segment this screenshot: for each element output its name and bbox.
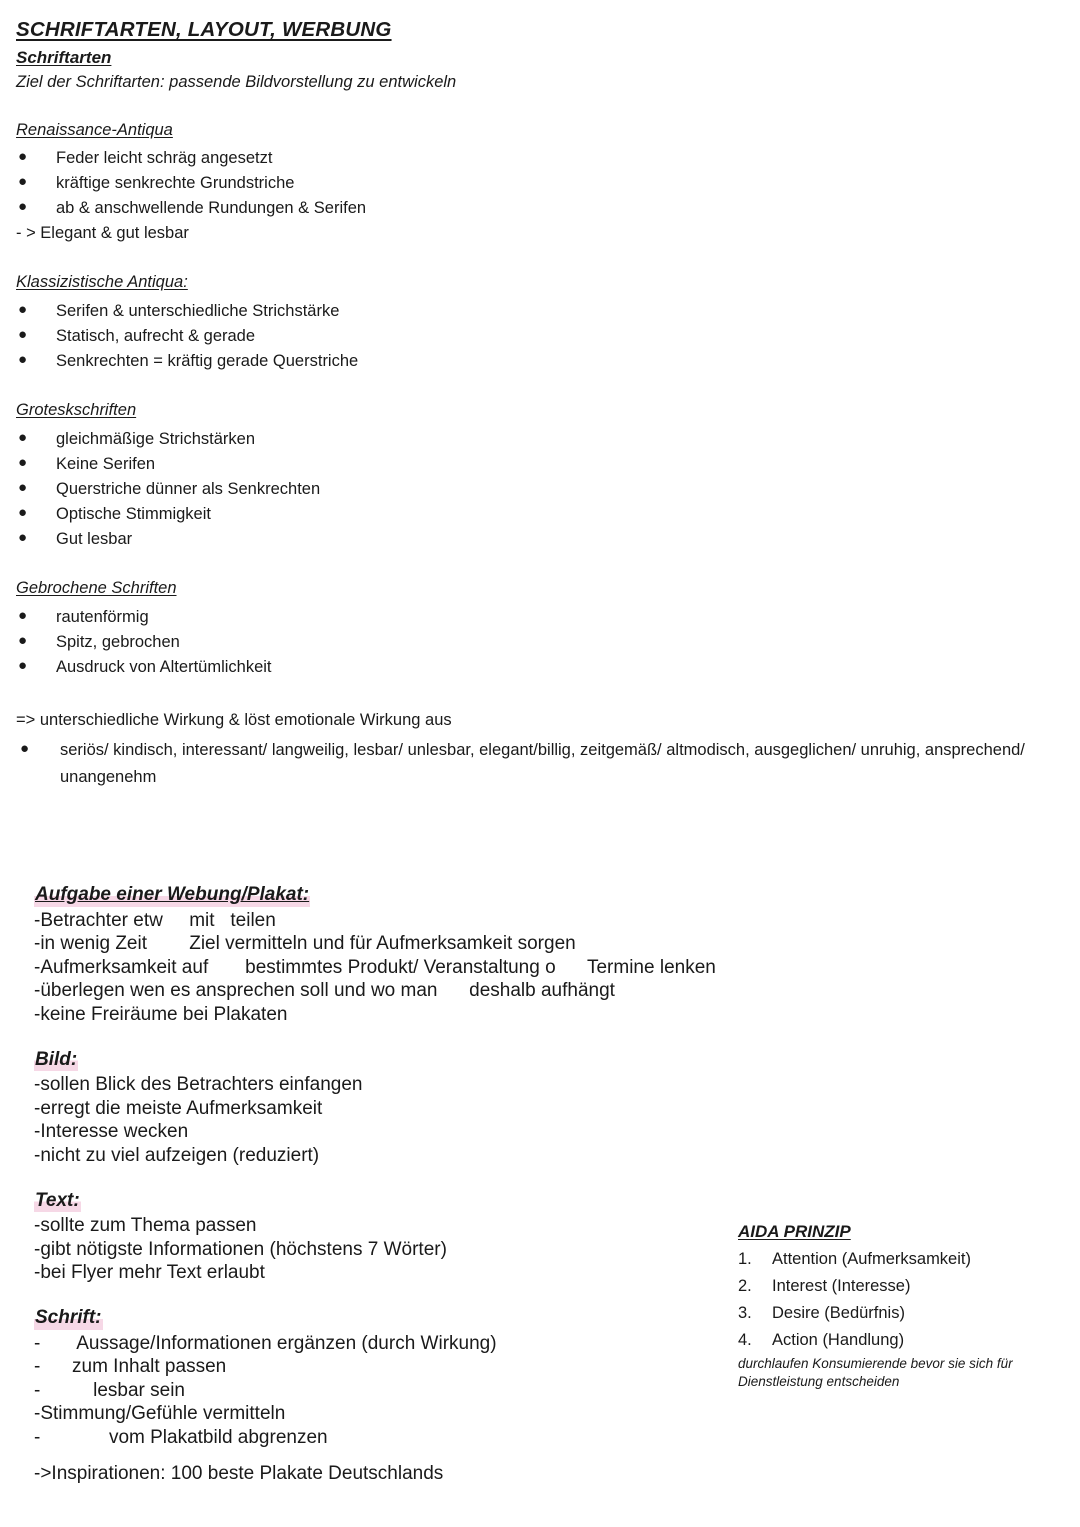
poster-text-line: -gibt nötigste Informationen (höchstens 7 Wörter) (34, 1238, 447, 1260)
list-item (16, 146, 1026, 171)
poster-task-line: -keine Freiräume bei Plakaten (34, 1003, 288, 1025)
list-item-label: Senkrechten = kräftig gerade Querstriche (56, 352, 359, 371)
poster-task-heading: Aufgabe einer Webung/Plakat: (35, 884, 310, 905)
list-item (16, 502, 1026, 527)
poster-schrift-line: - lesbar sein (34, 1379, 185, 1401)
list-item-label: Statisch, aufrecht & gerade (56, 327, 256, 346)
poster-text-line: -sollte zum Thema passen (34, 1215, 257, 1237)
list-item (16, 630, 1026, 655)
list-item (16, 477, 1026, 502)
poster-bild-line: -sollen Blick des Betrachters einfangen (34, 1074, 363, 1096)
bullet-icon: ● (18, 479, 28, 497)
poster-bild-line: -Interesse wecken (34, 1121, 189, 1143)
list-item-label: Querstriche dünner als Senkrechten (56, 480, 321, 499)
poster-task-subsection (34, 884, 734, 1027)
aida-prinzip-section (738, 1222, 1038, 1392)
list-item (16, 324, 1026, 349)
list-item-number: 4. (738, 1330, 752, 1349)
list-item-number: 1. (738, 1250, 752, 1269)
wirkung-summary (16, 708, 1026, 790)
list-item-label: Optische Stimmigkeit (56, 505, 211, 524)
poster-text-line: -bei Flyer mehr Text erlaubt (34, 1262, 265, 1284)
typeface-bullet-list (16, 146, 1026, 221)
list-item (16, 527, 1026, 552)
list-item (16, 299, 1026, 324)
list-item (16, 427, 1026, 452)
list-item-label: Gut lesbar (56, 530, 133, 549)
typeface-group-klassizistische-antiqua (16, 272, 1026, 374)
typeface-group-groteskschriften (16, 400, 1026, 552)
poster-schrift-line: - zum Inhalt passen (34, 1356, 227, 1378)
bullet-icon: ● (20, 739, 30, 757)
list-item (738, 1300, 1038, 1327)
list-item (16, 196, 1026, 221)
list-item-label: ab & anschwellende Rundungen & Serifen (56, 199, 367, 218)
list-item-label: kräftige senkrechte Grundstriche (56, 174, 295, 193)
list-item-label: Ausdruck von Altertümlichkeit (56, 658, 272, 677)
inspiration-line: ->Inspirationen: 100 beste Plakate Deutschlands (34, 1463, 444, 1484)
werbung-plakat-section (34, 884, 734, 1449)
bullet-icon: ● (18, 351, 28, 369)
typeface-bullet-list (16, 299, 1026, 374)
list-item-label: Attention (Aufmerksamkeit) (772, 1250, 971, 1269)
list-item-label: Serifen & unterschiedliche Strichstärke (56, 302, 340, 321)
bullet-icon: ● (18, 657, 28, 675)
list-item (16, 737, 1026, 790)
list-item (16, 605, 1026, 630)
bullet-icon: ● (18, 504, 28, 522)
aida-title: AIDA PRINZIP (738, 1222, 851, 1241)
list-item (16, 171, 1026, 196)
bullet-icon: ● (18, 198, 28, 216)
poster-task-line: -in wenig Zeit Ziel vermitteln und für Aufmerksamkeit sorgen (34, 933, 576, 955)
poster-text-subsection (34, 1190, 734, 1285)
bullet-icon: ● (18, 529, 28, 547)
wirkung-lead: => unterschiedliche Wirkung & löst emotionale Wirkung aus (16, 711, 452, 730)
bullet-icon: ● (18, 632, 28, 650)
list-item (16, 655, 1026, 680)
bullet-icon: ● (18, 148, 28, 166)
bullet-icon: ● (18, 428, 28, 446)
typeface-group-conclusion: - > Elegant & gut lesbar (16, 224, 189, 243)
typeface-group-heading: Groteskschriften (16, 401, 137, 420)
list-item-label: Feder leicht schräg angesetzt (56, 149, 273, 168)
list-item-number: 2. (738, 1277, 752, 1296)
list-item (738, 1246, 1038, 1273)
bullet-icon: ● (18, 606, 28, 624)
poster-schrift-line: - vom Plakatbild abgrenzen (34, 1426, 328, 1448)
poster-bild-heading: Bild: (35, 1048, 78, 1070)
bullet-icon: ● (18, 454, 28, 472)
list-item (16, 452, 1026, 477)
list-item (16, 349, 1026, 374)
poster-schrift-heading: Schrift: (35, 1306, 102, 1328)
list-item-label: Keine Serifen (56, 455, 156, 474)
list-item-number: 3. (738, 1303, 752, 1322)
list-item-label: seriös/ kindisch, interessant/ langweilig, lesbar/ unlesbar, elegant/billig, zeitgemäß/ altmodisch, ausgeglichen/ unruhig, ansprechend/ unangenehm (60, 740, 1025, 786)
poster-text-heading: Text: (35, 1189, 80, 1211)
list-item-label: Action (Handlung) (772, 1330, 905, 1349)
poster-task-line: -Aufmerksamkeit auf bestimmtes Produkt/ Veranstaltung o Termine lenken (34, 956, 716, 978)
typeface-group-renaissance-antiqua (16, 120, 1026, 247)
typeface-group-heading: Renaissance-Antiqua (16, 120, 173, 139)
poster-task-line: -Betrachter etw mit teilen (34, 909, 276, 931)
list-item-label: gleichmäßige Strichstärken (56, 429, 255, 448)
list-item-label: Spitz, gebrochen (56, 633, 180, 652)
poster-schrift-line: - Aussage/Informationen ergänzen (durch Wirkung) (34, 1332, 497, 1354)
poster-bild-line: -erregt die meiste Aufmerksamkeit (34, 1097, 323, 1119)
poster-bild-line: -nicht zu viel aufzeigen (reduziert) (34, 1144, 320, 1166)
typeface-bullet-list (16, 427, 1026, 552)
list-item-label: Desire (Bedürfnis) (772, 1303, 905, 1322)
page-title: SCHRIFTARTEN, LAYOUT, WERBUNG (16, 18, 392, 41)
schriftarten-notes-section (16, 18, 1026, 790)
aida-list (738, 1246, 1038, 1353)
poster-schrift-subsection (34, 1307, 734, 1450)
typeface-group-heading: Klassizistische Antiqua: (16, 273, 188, 292)
poster-bild-subsection (34, 1049, 734, 1168)
section-subtitle: Schriftarten (16, 47, 112, 67)
list-item-label: rautenförmig (56, 607, 149, 626)
aida-footnote: durchlaufen Konsumierende bevor sie sich für Dienstleistung entscheiden (738, 1356, 1013, 1390)
bullet-icon: ● (18, 173, 28, 191)
list-item (738, 1327, 1038, 1354)
wirkung-bullet-list (16, 737, 1026, 790)
bullet-icon: ● (18, 301, 28, 319)
poster-task-line: -überlegen wen es ansprechen soll und wo man deshalb aufhängt (34, 980, 615, 1002)
bullet-icon: ● (18, 326, 28, 344)
typeface-group-heading: Gebrochene Schriften (16, 579, 177, 598)
section-lead-text: Ziel der Schriftarten: passende Bildvorstellung zu entwickeln (16, 73, 457, 92)
poster-schrift-line: -Stimmung/Gefühle vermitteln (34, 1403, 286, 1425)
list-item (738, 1273, 1038, 1300)
typeface-bullet-list (16, 605, 1026, 680)
list-item-label: Interest (Interesse) (772, 1277, 911, 1296)
typeface-group-gebrochene-schriften (16, 578, 1026, 680)
